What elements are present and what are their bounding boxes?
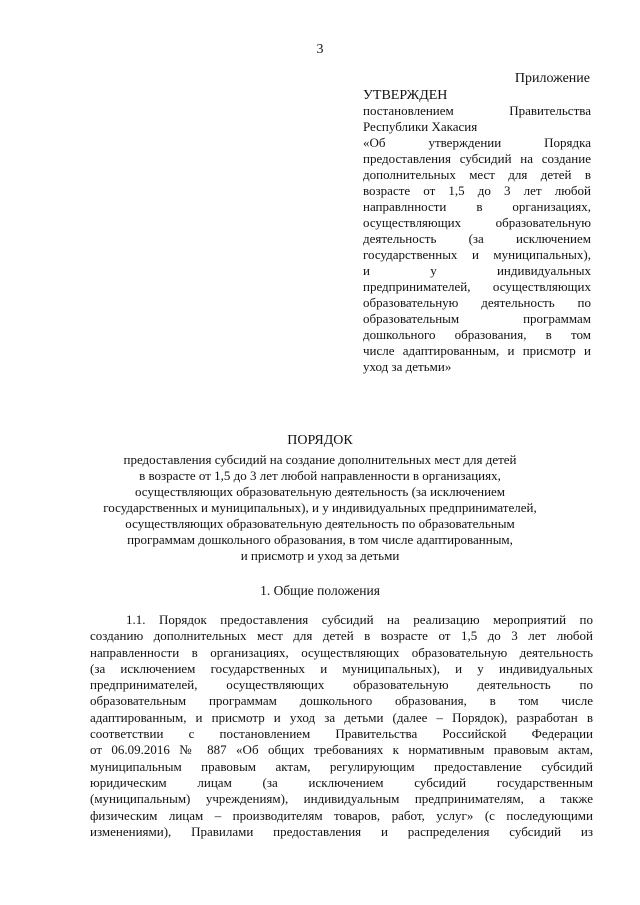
approval-line: образовательную деятельность по — [363, 295, 591, 310]
subtitle-line: программам дошкольного образования, в том числе адаптированным, — [127, 532, 513, 547]
subtitle-line: предоставления субсидий на создание дополнительных мест для детей — [123, 452, 517, 467]
approval-line: возрасте от 1,5 до 3 лет любой — [363, 183, 591, 198]
approval-line: осуществляющих образовательную — [363, 215, 591, 230]
paragraph-line: (муниципальным) учреждениям), индивидуальным предпринимателям, а также — [90, 791, 593, 807]
approval-line: Республики Хакасия — [363, 119, 478, 134]
paragraph-line: физическим лицам – производителям товаров, работ, услуг» (с последующими — [90, 807, 593, 823]
paragraph-line: юридическим лицам (за исключением субсидий государственным — [90, 774, 593, 790]
approval-line: предпринимателей, осуществляющих — [363, 279, 591, 294]
paragraph-line: соответствии с постановлением Правительства Российской Федерации — [90, 726, 593, 742]
approval-line: дополнительных мест для детей в — [363, 167, 591, 182]
document-title: ПОРЯДОК — [287, 433, 353, 448]
paragraph-line: 1.1. Порядок предоставления субсидий на реализацию мероприятий по — [126, 612, 593, 627]
approval-line: числе адаптированным, и присмотр и — [363, 343, 591, 358]
page-number: 3 — [316, 42, 324, 57]
subtitle-line: в возрасте от 1,5 до 3 лет любой направленности в организациях, — [139, 468, 501, 483]
section-heading: 1. Общие положения — [260, 583, 380, 598]
document-subtitle — [60, 452, 580, 564]
approval-line: деятельность (за исключением — [363, 231, 591, 246]
approval-line: «Об утверждении Порядка — [363, 135, 591, 150]
subtitle-line: государственных и муниципальных), и у индивидуальных предпринимателей, — [103, 500, 537, 515]
paragraph-line: направленности в организациях, осуществляющих образовательную деятельность — [90, 644, 593, 660]
paragraph-line: образовательным программам дошкольного образования, в том числе — [90, 693, 593, 709]
paragraph-line: изменениями), Правилами предоставления и распределения субсидий из — [90, 823, 593, 839]
approval-line: уход за детьми» — [363, 359, 452, 374]
approval-line: предоставления субсидий на создание — [363, 151, 591, 166]
subtitle-line: осуществляющих образовательную деятельность (за исключением — [134, 484, 506, 499]
approval-line: постановлением Правительства — [363, 103, 591, 118]
approval-line: и у индивидуальных — [363, 263, 591, 278]
approval-block — [363, 103, 591, 375]
paragraph-line: адаптированным, и присмотр и уход за детьми (далее – Порядок), разработан в — [90, 709, 593, 725]
subtitle-line: осуществляющих образовательную деятельность по образовательным — [125, 516, 515, 531]
paragraph-line: предпринимателей, осуществляющих образовательную деятельность по — [90, 677, 593, 693]
paragraph-line: созданию дополнительных мест для детей в возрасте от 1,5 до 3 лет любой — [90, 628, 593, 644]
approved-label: УТВЕРЖДЕН — [363, 88, 448, 103]
approval-line: государственных и муниципальных), — [363, 247, 591, 262]
approval-line: направлнности в организациях, — [363, 199, 591, 214]
paragraph-1-1 — [90, 612, 593, 840]
approval-line: образовательным программам — [363, 311, 591, 326]
paragraph-line: (за исключением государственных и муниципальных), и у индивидуальных — [90, 660, 593, 676]
subtitle-line: и присмотр и уход за детьми — [240, 548, 400, 563]
appendix-label: Приложение — [514, 71, 590, 86]
paragraph-line: от 06.09.2016 № 887 «Об общих требованиях к нормативным правовым актам, — [90, 742, 593, 758]
paragraph-line: муниципальным правовым актам, регулирующим предоставление субсидий — [90, 758, 593, 774]
approval-line: дошкольного образования, в том — [363, 327, 591, 342]
